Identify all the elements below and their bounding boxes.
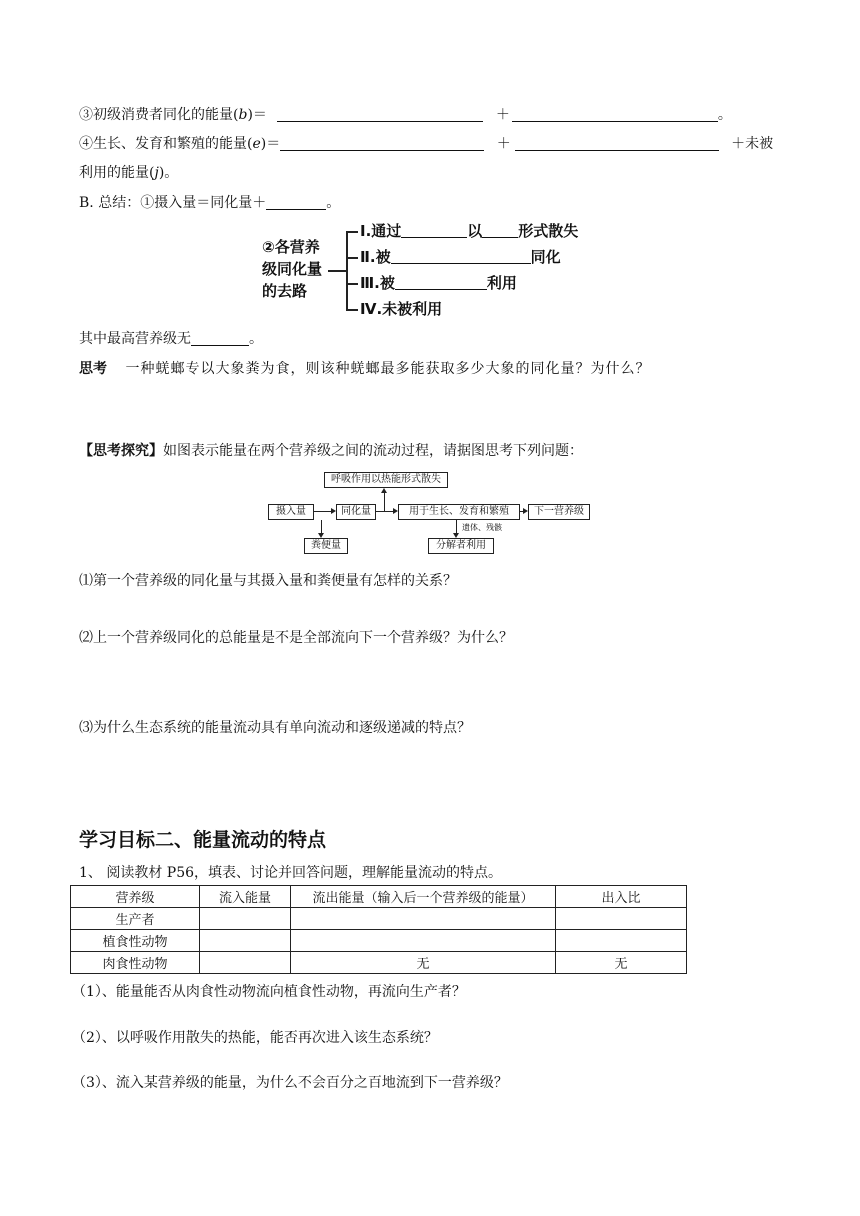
think-label: 思考	[79, 361, 107, 377]
branch-text: Ⅰ.通过	[360, 222, 402, 240]
summary-prefix: B. 总结：①摄入量＝同化量＋	[79, 195, 267, 211]
table-cell[interactable]	[291, 908, 556, 930]
blank-field[interactable]	[395, 274, 487, 290]
flow-arrow-line	[384, 493, 385, 511]
line-4-tail: ＋未被	[731, 136, 774, 152]
line-4b-var: j	[154, 165, 159, 181]
blank-field[interactable]	[482, 222, 518, 238]
think-prompt	[79, 358, 650, 378]
tree-connector	[328, 270, 346, 272]
table-header: 营养级	[71, 886, 200, 908]
flow-box-assimilated: 同化量	[336, 504, 376, 520]
table-cell[interactable]	[200, 952, 291, 974]
tree-branch-3	[360, 272, 517, 293]
line-4b	[79, 162, 178, 182]
line-4-suffix: )＝	[260, 136, 281, 152]
blank-field[interactable]	[191, 331, 249, 346]
tree-connector	[346, 309, 358, 311]
arrow-head	[453, 533, 459, 538]
explore-label: 【思考探究】	[79, 443, 163, 459]
table-cell: 无	[556, 952, 687, 974]
table-header: 出入比	[556, 886, 687, 908]
table-row	[71, 952, 687, 974]
branch-text: Ⅱ.被	[360, 248, 391, 266]
branch-text: Ⅳ.未被利用	[360, 300, 443, 318]
tree-branch-1	[360, 220, 578, 241]
sub-question-2: （2）、以呼吸作用散失的热能，能否再次进入该生态系统？	[72, 1030, 438, 1046]
table-cell[interactable]	[556, 908, 687, 930]
question-2: ⑵上一个营养级同化的总能量是不是全部流向下一个营养级？为什么？	[79, 630, 513, 646]
table-header: 流入能量	[200, 886, 291, 908]
energy-flow-diagram	[268, 466, 592, 556]
table-cell[interactable]	[291, 930, 556, 952]
question-3: ⑶为什么生态系统的能量流动具有单向流动和逐级递减的特点？	[79, 720, 471, 736]
line-3	[79, 104, 732, 124]
flow-arrow-line	[456, 520, 457, 533]
arrow-head	[318, 533, 324, 538]
blank-field[interactable]	[280, 136, 484, 151]
flow-arrow-line	[375, 511, 393, 512]
table-cell: 无	[291, 952, 556, 974]
section-heading: 学习目标二、能量流动的特点	[79, 829, 327, 851]
sub-question-3: （3）、流入某营养级的能量，为什么不会百分之百地流到下一营养级？	[72, 1075, 508, 1091]
blank-field[interactable]	[277, 107, 483, 122]
tree-connector	[346, 231, 348, 309]
tree-root-line: ②各营养	[262, 238, 320, 256]
explore-text: 如图表示能量在两个营养级之间的流动过程，请据图思考下列问题：	[163, 443, 583, 459]
table-row	[71, 930, 687, 952]
think-text: 一种蜣螂专以大象粪为食，则该种蜣螂最多能获取多少大象的同化量？为什么？	[125, 361, 651, 377]
line-4b-suffix: )。	[158, 165, 179, 181]
table-row	[71, 908, 687, 930]
explore-intro	[79, 440, 583, 460]
branch-text: 利用	[486, 274, 517, 292]
table-header: 流出能量（输入后一个营养级的能量）	[291, 886, 556, 908]
sub-question-1: （1）、能量能否从肉食性动物流向植食性动物，再流向生产者？	[72, 984, 466, 1000]
top-level-note	[79, 328, 263, 348]
summary-line	[79, 192, 340, 212]
blank-field[interactable]	[266, 195, 326, 210]
energy-table	[70, 885, 687, 974]
blank-field[interactable]	[515, 136, 719, 151]
tree-connector	[346, 231, 358, 233]
arrow-head	[393, 508, 398, 514]
line-4b-prefix: 利用的能量(	[79, 165, 155, 181]
branch-text: 同化	[530, 248, 561, 266]
line-3-end: 。	[717, 107, 732, 123]
tree-branch-2	[360, 246, 561, 267]
table-cell[interactable]	[200, 930, 291, 952]
flow-box-decomposer: 分解者利用	[428, 538, 494, 554]
line-3-prefix: ③初级消费者同化的能量(	[79, 107, 239, 123]
table-cell: 肉食性动物	[71, 952, 200, 974]
line-4-prefix: ④生长、发育和繁殖的能量(	[79, 136, 253, 152]
branch-text: 以	[467, 222, 483, 240]
note-end: 。	[249, 331, 263, 347]
line-4-var: e	[252, 136, 261, 152]
blank-field[interactable]	[401, 222, 467, 238]
tree-connector	[346, 257, 358, 259]
plus-sign: ＋	[495, 107, 510, 123]
table-cell[interactable]	[200, 908, 291, 930]
line-4	[79, 133, 773, 153]
tree-root-line: 的去路	[262, 282, 308, 300]
summary-end: 。	[326, 195, 341, 211]
line-3-suffix: )＝	[247, 107, 267, 123]
arrow-head	[331, 508, 336, 514]
flow-box-next-level: 下一营养级	[528, 504, 590, 520]
line-3-var: b	[238, 107, 248, 123]
question-1: ⑴第一个营养级的同化量与其摄入量和粪便量有怎样的关系？	[79, 573, 457, 589]
tree-root-line: 级同化量	[262, 260, 323, 278]
branch-text: 形式散失	[518, 222, 579, 240]
blank-field[interactable]	[391, 248, 531, 264]
table-cell: 植食性动物	[71, 930, 200, 952]
blank-field[interactable]	[512, 107, 718, 122]
tree-branch-4	[360, 298, 442, 319]
flow-box-growth: 用于生长、发育和繁殖	[398, 504, 520, 520]
plus-sign: ＋	[496, 136, 511, 152]
energy-fate-diagram	[262, 218, 622, 320]
flow-box-intake: 摄入量	[268, 504, 314, 520]
arrow-head	[523, 508, 528, 514]
table-cell[interactable]	[556, 930, 687, 952]
task-1: 1、 阅读教材 P56，填表、讨论并回答问题，理解能量流动的特点。	[79, 865, 503, 881]
tree-root	[262, 236, 336, 302]
flow-label-remains: 遗体、残骸	[462, 523, 502, 532]
arrow-head	[381, 488, 387, 493]
note-prefix: 其中最高营养级无	[79, 331, 191, 347]
table-header-row	[71, 886, 687, 908]
table-cell: 生产者	[71, 908, 200, 930]
flow-arrow-line	[321, 520, 322, 533]
flow-arrow-line	[313, 511, 331, 512]
branch-text: Ⅲ.被	[360, 274, 395, 292]
flow-box-respiration: 呼吸作用以热能形式散失	[324, 472, 448, 488]
tree-connector	[346, 283, 358, 285]
flow-box-feces: 粪便量	[304, 538, 348, 554]
